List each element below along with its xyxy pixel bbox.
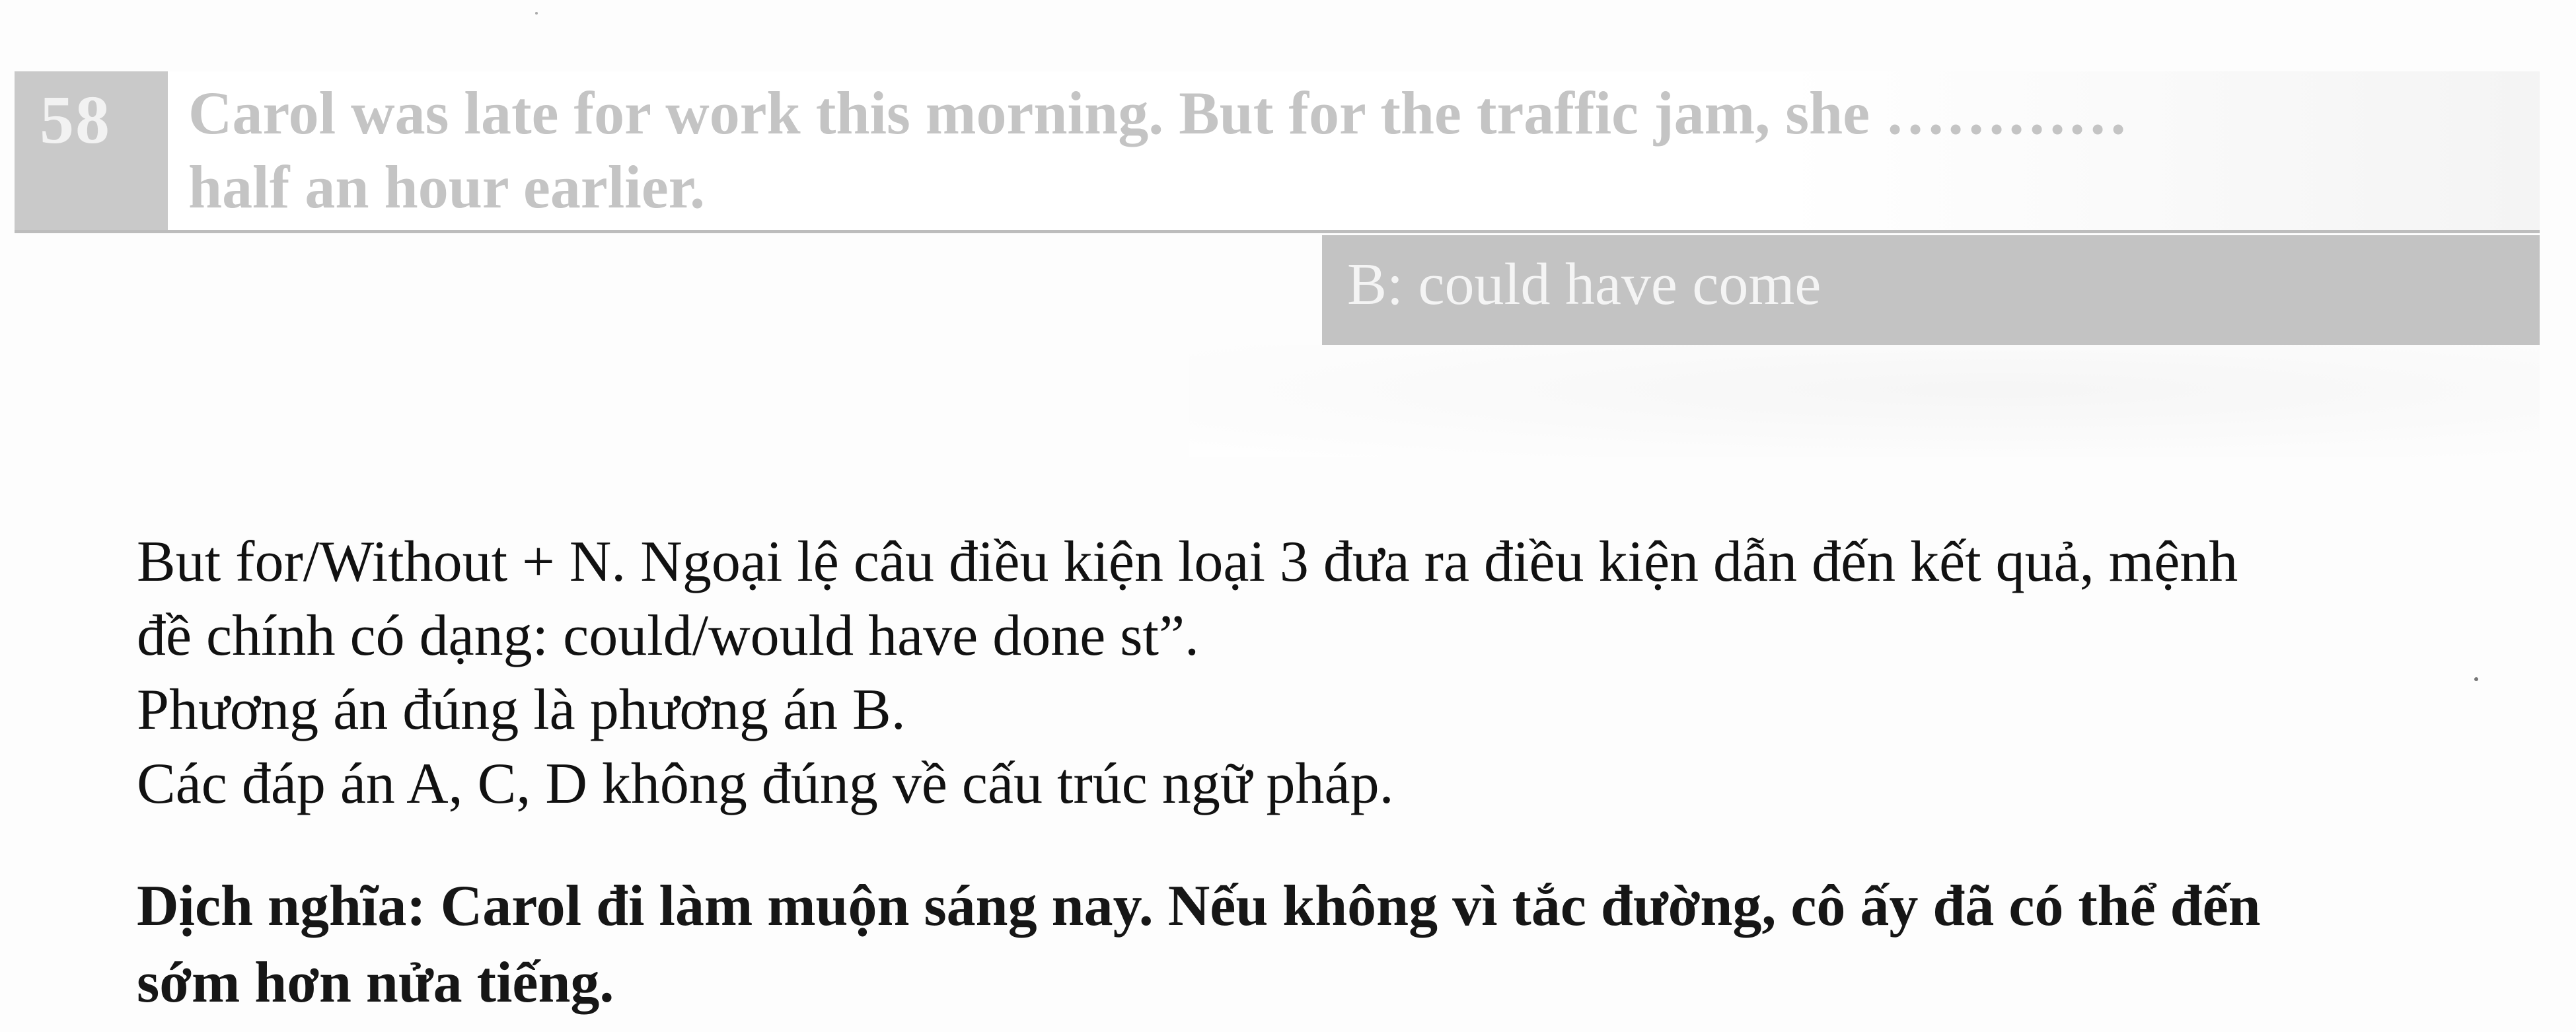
scan-noise-decoration (1189, 345, 2540, 457)
explanation-line-1: But for/Without + N. Ngoại lệ câu điều kiện loại 3 đưa ra điều kiện dẫn đến kết quả, mệnh (137, 530, 2238, 594)
answer-label: B: could have come (1347, 252, 1822, 317)
explanation-line-4: Các đáp án A, C, D không đúng về cấu trúc ngữ pháp. (137, 752, 1394, 816)
translation-block (137, 868, 2568, 1021)
scan-speck (535, 12, 538, 15)
question-number: 58 (15, 71, 168, 230)
translation-line-2: sớm hơn nửa tiếng. (137, 951, 614, 1015)
explanation-line-3: Phương án đúng là phương án B. (137, 678, 906, 742)
question-text-line-2: half an hour earlier. (188, 153, 706, 221)
scan-speck (2474, 677, 2478, 681)
answer-box (1322, 235, 2540, 345)
explanation-block (137, 525, 2568, 821)
explanation-line-2: đề chính có dạng: could/would have done st”. (137, 604, 1200, 668)
translation-line-1: Dịch nghĩa: Carol đi làm muộn sáng nay. Nếu không vì tắc đường, cô ấy đã có thể đến (137, 874, 2261, 938)
question-text-line-1: Carol was late for work this morning. But for the traffic jam, she ………… (188, 79, 2129, 147)
question-text (188, 76, 2435, 224)
